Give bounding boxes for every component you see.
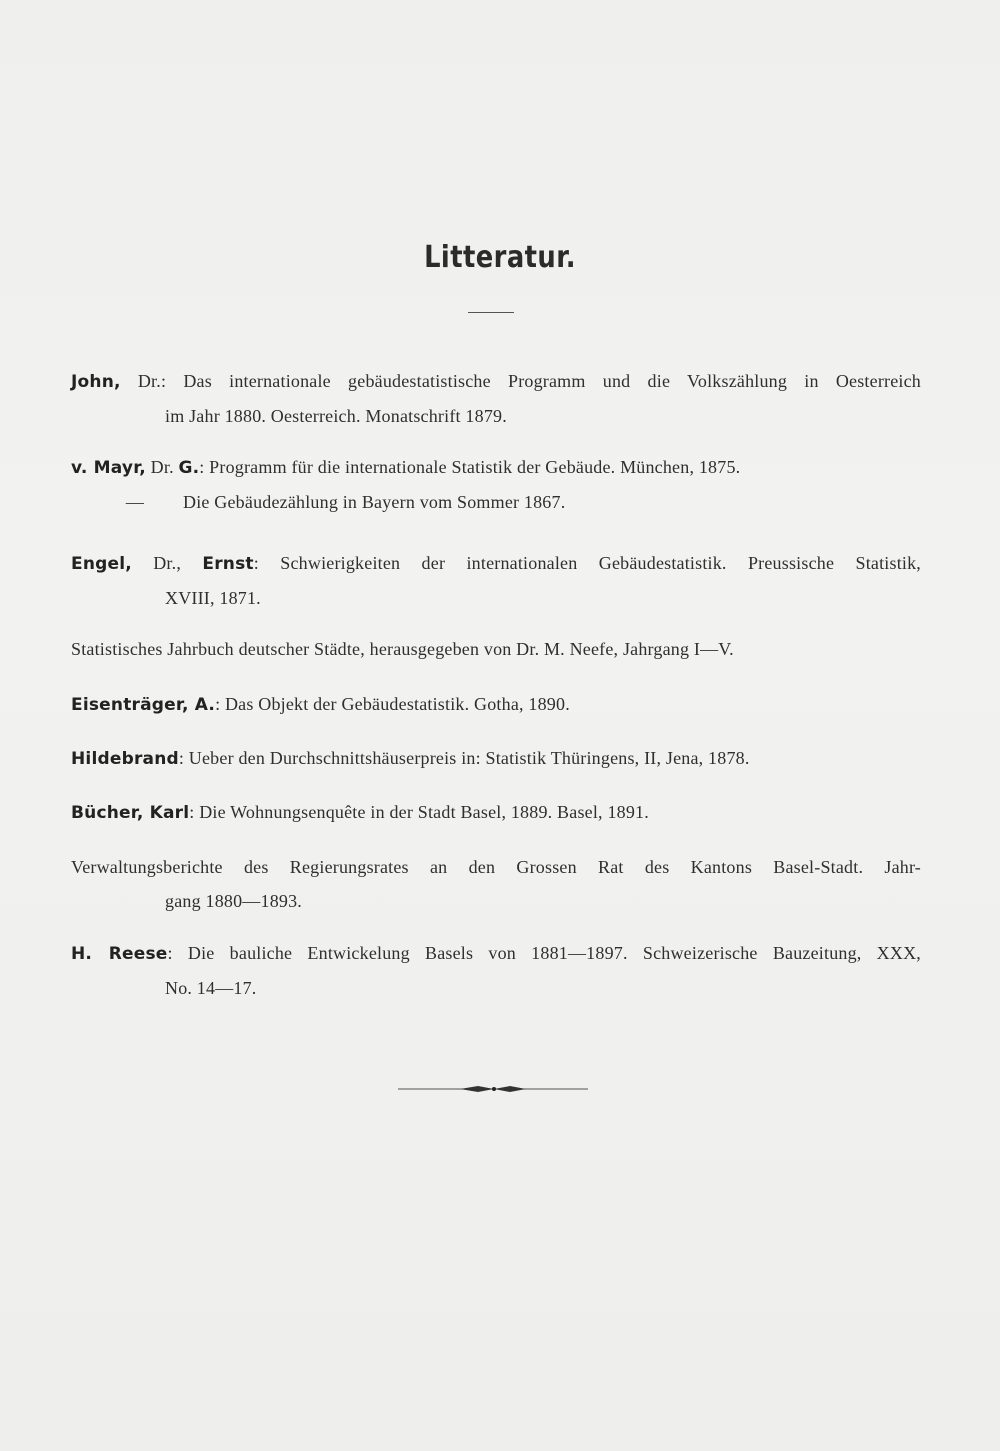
entry-continuation: im Jahr 1880. Oesterreich. Monatschrift 1879. xyxy=(165,406,507,426)
entry-continuation: gang 1880—1893. xyxy=(165,891,302,911)
bibliography-entry-mayr xyxy=(71,450,921,519)
entry-author: John, xyxy=(71,372,121,392)
entry-text: : Schwierigkeiten der internationalen Gebäudestatistik. Preussische Statistik, xyxy=(253,553,921,573)
ditto-dash: — xyxy=(125,492,145,512)
entry-text: : Die bauliche Entwickelung Basels von 1881—1897. Schweizerische Bauzeitung, XXX, xyxy=(167,943,921,963)
entry-line xyxy=(71,936,921,971)
page-title: Litteratur. xyxy=(424,240,576,275)
entry-author: v. Mayr, xyxy=(71,458,146,478)
entry-text: : Ueber den Durchschnittshäuserpreis in: Statistik Thüringens, II, Jena, 1878. xyxy=(178,748,750,768)
entry-author-given: G. xyxy=(178,458,200,478)
entry-continuation: Die Gebäudezählung in Bayern vom Sommer 1867. xyxy=(183,492,566,512)
entry-text: Dr.: Das internationale gebäudestatistische Programm und die Volkszählung in Oesterreich xyxy=(120,371,921,391)
entry-author: H. Reese xyxy=(71,944,168,964)
entry-continuation: XVIII, 1871. xyxy=(165,588,261,608)
entry-line xyxy=(71,546,921,581)
title-rule xyxy=(468,312,514,313)
entry-author-given: Ernst xyxy=(202,554,254,574)
entry-text: : Die Wohnungsenquête in der Stadt Basel, 1889. Basel, 1891. xyxy=(189,802,649,822)
end-ornament xyxy=(398,1082,588,1096)
entry-text: Verwaltungsberichte des Regierungsrates an den Grossen Rat des Kantons Basel-Stadt. Jahr- xyxy=(71,857,921,877)
entry-author: Bücher, Karl xyxy=(71,803,190,823)
entry-line xyxy=(71,457,740,477)
bibliography-entry-verwaltungsberichte xyxy=(71,850,921,918)
entry-text: Statistisches Jahrbuch deutscher Städte, herausgegeben von Dr. M. Neefe, Jahrgang I—V. xyxy=(71,639,734,659)
entry-text: Dr. xyxy=(145,457,179,477)
entry-line xyxy=(71,364,921,399)
entry-author: Hildebrand xyxy=(71,749,179,769)
entry-author: Engel, xyxy=(71,554,132,574)
bibliography-entry-buecher xyxy=(71,795,921,830)
bibliography-entry-jahrbuch xyxy=(71,632,921,666)
bibliography-entry-hildebrand xyxy=(71,741,921,776)
entry-text: Dr., xyxy=(131,553,203,573)
bibliography-entry-john xyxy=(71,364,921,433)
bibliography-entry-eisentraeger xyxy=(71,687,921,722)
entry-text: : Programm für die internationale Statistik der Gebäude. München, 1875. xyxy=(199,457,741,477)
bibliography-entry-reese xyxy=(71,936,921,1005)
entry-continuation: No. 14—17. xyxy=(165,978,257,998)
bibliography-entry-engel xyxy=(71,546,921,615)
entry-subline xyxy=(71,485,921,519)
entry-author: Eisenträger, A. xyxy=(71,695,216,715)
entry-text: : Das Objekt der Gebäudestatistik. Gotha, 1890. xyxy=(215,694,570,714)
